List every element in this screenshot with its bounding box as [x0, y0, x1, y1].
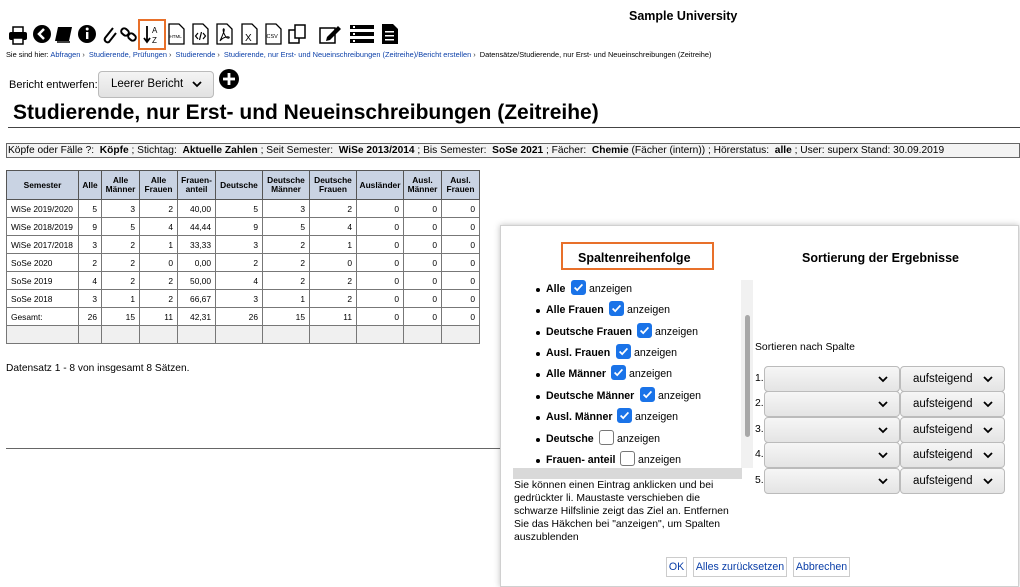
table-row — [7, 272, 480, 290]
table-cell: 0 — [442, 218, 480, 236]
show-label: anzeigen — [655, 326, 699, 338]
breadcrumb — [6, 50, 711, 59]
document-icon[interactable] — [380, 22, 400, 46]
table-row — [7, 308, 480, 326]
table-cell: 1 — [263, 290, 310, 308]
page-title: Studierende, nur Erst- und Neueinschreibungen (Zeitreihe) — [13, 101, 599, 124]
column-order-item-label: Deutsche Frauen — [546, 326, 632, 338]
table-cell: 50,00 — [178, 272, 216, 290]
bullet-icon — [536, 438, 540, 442]
table-cell: 11 — [140, 308, 178, 326]
sort-column-select[interactable] — [764, 442, 900, 468]
table-cell: 0 — [442, 290, 480, 308]
content-divider — [6, 448, 500, 449]
column-order-title: Spaltenreihenfolge — [578, 251, 691, 265]
chevron-right-icon: › — [169, 50, 172, 59]
show-column-checkbox[interactable] — [617, 408, 632, 423]
back-icon[interactable] — [32, 22, 52, 46]
show-label: anzeigen — [638, 454, 682, 466]
sort-order-value: aufsteigend — [913, 424, 973, 436]
table-cell: 4 — [310, 218, 357, 236]
table-cell: 26 — [216, 308, 263, 326]
report-design-label: Bericht entwerfen: — [9, 79, 98, 91]
sort-order-select[interactable] — [900, 468, 1005, 494]
copy-icon[interactable] — [287, 22, 307, 46]
column-header[interactable]: Alle Frauen — [140, 171, 178, 200]
table-cell: 11 — [310, 308, 357, 326]
row-label-cell: WiSe 2017/2018 — [7, 236, 79, 254]
bullet-icon — [536, 416, 540, 420]
table-cell: 15 — [102, 308, 140, 326]
table-cell: 42,31 — [178, 308, 216, 326]
table-cell: 0 — [404, 290, 442, 308]
column-order-item[interactable] — [513, 304, 743, 322]
sort-highlight — [138, 19, 166, 50]
column-order-list[interactable] — [513, 280, 753, 479]
column-order-item[interactable] — [513, 326, 743, 344]
info-icon[interactable] — [77, 22, 97, 46]
chevron-down-icon — [191, 78, 203, 90]
chevron-right-icon: › — [82, 50, 85, 59]
chevron-right-icon: › — [473, 50, 476, 59]
column-header[interactable]: Alle — [79, 171, 102, 200]
empty-cell — [216, 326, 263, 344]
csv-export-icon[interactable] — [263, 22, 283, 46]
table-cell: 2 — [263, 254, 310, 272]
bullet-icon — [536, 288, 540, 292]
breadcrumb-current: Datensätze/Studierende, nur Erst- und Neueinschreibungen (Zeitreihe) — [479, 50, 712, 59]
table-cell: 66,67 — [178, 290, 216, 308]
breadcrumb-item[interactable]: Studierende, nur Erst- und Neueinschreibungen (Zeitreihe)/Bericht erstellen — [223, 50, 472, 59]
attach-icon[interactable] — [99, 22, 119, 46]
chevron-down-icon — [982, 475, 994, 487]
chevron-down-icon — [877, 424, 889, 436]
table-cell: 5 — [79, 200, 102, 218]
sort-rank-label: 2. — [755, 398, 764, 409]
chevron-down-icon — [877, 373, 889, 385]
svg-text:X: X — [245, 33, 252, 44]
table-row — [7, 200, 480, 218]
table-cell: 0 — [357, 200, 404, 218]
chevron-down-icon — [877, 449, 889, 461]
table-cell: 2 — [140, 272, 178, 290]
row-label-cell: WiSe 2019/2020 — [7, 200, 79, 218]
show-column-checkbox[interactable] — [637, 323, 652, 338]
add-report-button[interactable] — [219, 69, 239, 89]
empty-cell — [404, 326, 442, 344]
show-column-checkbox[interactable] — [599, 430, 614, 445]
ok-button[interactable]: OK — [666, 557, 687, 577]
column-order-item-label: Alle — [546, 283, 566, 295]
title-divider — [8, 127, 1020, 128]
bullet-icon — [536, 352, 540, 356]
table-cell: 5 — [263, 218, 310, 236]
table-cell: 2 — [310, 272, 357, 290]
table-cell: 2 — [263, 236, 310, 254]
table-cell: 0 — [357, 272, 404, 290]
reorder-help-text: Sie können einen Eintrag anklicken und bei gedrückter li. Maustaste verschieben die schwarze Hilfslinie zeigt das Ziel an. Entfernen Sie das Häkchen bei "anzeigen", um Spalten auszublenden — [514, 480, 729, 543]
sort-order-value: aufsteigend — [913, 449, 973, 461]
table-cell: 44,44 — [178, 218, 216, 236]
bullet-icon — [536, 331, 540, 335]
sort-order-value: aufsteigend — [913, 398, 973, 410]
show-column-checkbox[interactable] — [609, 301, 624, 316]
column-order-item-label: Deutsche Männer — [546, 390, 635, 402]
table-cell: 3 — [79, 236, 102, 254]
column-order-item-label: Frauen- anteil — [546, 454, 616, 466]
table-cell: 0 — [442, 308, 480, 326]
row-label-cell: SoSe 2019 — [7, 272, 79, 290]
table-cell: 5 — [102, 218, 140, 236]
show-column-checkbox[interactable] — [571, 280, 586, 295]
column-order-item-label: Deutsche — [546, 433, 594, 445]
table-cell: 4 — [140, 218, 178, 236]
sort-order-select[interactable] — [900, 442, 1005, 468]
link-icon[interactable] — [119, 22, 139, 46]
bullet-icon — [536, 395, 540, 399]
report-template-select[interactable] — [98, 71, 214, 98]
table-cell: 0 — [404, 272, 442, 290]
chevron-right-icon: › — [217, 50, 220, 59]
sort-order-value: aufsteigend — [913, 475, 973, 487]
sort-rank-label: 5. — [755, 475, 764, 486]
layout-icon[interactable] — [349, 22, 375, 46]
show-label: anzeigen — [635, 411, 679, 423]
record-count: Datensatz 1 - 8 von insgesamt 8 Sätzen. — [6, 363, 190, 374]
table-cell: 3 — [79, 290, 102, 308]
chevron-down-icon — [982, 398, 994, 410]
sort-order-value: aufsteigend — [913, 373, 973, 385]
show-column-checkbox[interactable] — [611, 365, 626, 380]
table-cell: 2 — [216, 254, 263, 272]
column-header[interactable]: Deutsche — [216, 171, 263, 200]
cancel-button[interactable]: Abbrechen — [793, 557, 850, 577]
table-cell: 0 — [357, 218, 404, 236]
svg-text:A: A — [152, 26, 158, 35]
show-label: anzeigen — [617, 433, 661, 445]
table-cell: 0 — [442, 272, 480, 290]
empty-cell — [140, 326, 178, 344]
table-cell: 3 — [216, 236, 263, 254]
show-label: anzeigen — [658, 390, 702, 402]
show-column-checkbox[interactable] — [620, 451, 635, 466]
chevron-down-icon — [982, 449, 994, 461]
table-cell: 40,00 — [178, 200, 216, 218]
column-order-item-label: Ausl. Männer — [546, 411, 613, 423]
column-order-item-label: Ausl. Frauen — [546, 347, 611, 359]
html-export-icon[interactable] — [166, 22, 186, 46]
plus-icon — [219, 69, 239, 89]
sort-order-select[interactable] — [900, 417, 1005, 443]
column-header[interactable]: Semester — [7, 171, 79, 200]
university-name: Sample University — [629, 9, 738, 23]
table-cell: 4 — [79, 272, 102, 290]
empty-cell — [263, 326, 310, 344]
printer-icon[interactable] — [8, 22, 28, 46]
table-row — [7, 236, 480, 254]
table-cell: 9 — [216, 218, 263, 236]
column-order-item-label: Alle Männer — [546, 368, 607, 380]
table-row — [7, 254, 480, 272]
table-header-row — [7, 171, 480, 200]
row-label-cell: SoSe 2020 — [7, 254, 79, 272]
table-cell: 4 — [216, 272, 263, 290]
svg-text:Z: Z — [152, 36, 157, 45]
table-cell: 0 — [310, 254, 357, 272]
table-cell: 2 — [102, 254, 140, 272]
table-cell: 1 — [310, 236, 357, 254]
table-cell: 0,00 — [178, 254, 216, 272]
column-order-item-label: Alle Frauen — [546, 304, 604, 316]
table-cell: 1 — [140, 236, 178, 254]
empty-cell — [357, 326, 404, 344]
table-cell: 0 — [404, 308, 442, 326]
show-label: anzeigen — [589, 283, 633, 295]
column-header[interactable]: Deutsche Frauen — [310, 171, 357, 200]
table-cell: 0 — [357, 290, 404, 308]
list-horizontal-scrollbar[interactable] — [513, 468, 742, 479]
row-label-cell: WiSe 2018/2019 — [7, 218, 79, 236]
breadcrumb-item[interactable]: Studierende — [175, 50, 216, 59]
table-cell: 2 — [140, 200, 178, 218]
empty-row — [7, 326, 480, 344]
sort-by-column-label: Sortieren nach Spalte — [755, 342, 855, 353]
table-cell: 15 — [263, 308, 310, 326]
table-row — [7, 290, 480, 308]
sort-rank-label: 4. — [755, 449, 764, 460]
column-order-item[interactable] — [513, 347, 743, 365]
table-cell: 26 — [79, 308, 102, 326]
table-cell: 2 — [102, 272, 140, 290]
column-order-item[interactable] — [513, 411, 743, 429]
table-cell: 5 — [216, 200, 263, 218]
show-column-checkbox[interactable] — [616, 344, 631, 359]
table-cell: 3 — [216, 290, 263, 308]
table-cell: 0 — [442, 254, 480, 272]
report-template-value: Leerer Bericht — [111, 78, 184, 90]
bullet-icon — [536, 459, 540, 463]
excel-export-icon[interactable] — [239, 22, 259, 46]
table-cell: 0 — [357, 236, 404, 254]
breadcrumb-item[interactable]: Abfragen — [50, 50, 81, 59]
column-header[interactable]: Deutsche Männer — [263, 171, 310, 200]
chevron-down-icon — [982, 373, 994, 385]
reset-all-button[interactable]: Alles zurücksetzen — [693, 557, 787, 577]
table-cell: 0 — [442, 200, 480, 218]
table-cell: 2 — [140, 290, 178, 308]
empty-cell — [7, 326, 79, 344]
table-cell: 0 — [357, 308, 404, 326]
sort-column-select[interactable] — [764, 366, 900, 392]
column-header[interactable]: Alle Männer — [102, 171, 140, 200]
column-order-item[interactable] — [513, 368, 743, 386]
sort-column-select[interactable] — [764, 417, 900, 443]
sort-results-title: Sortierung der Ergebnisse — [802, 251, 959, 265]
table-cell: 1 — [102, 290, 140, 308]
table-cell: 0 — [404, 200, 442, 218]
chevron-down-icon — [982, 424, 994, 436]
table-cell: 0 — [140, 254, 178, 272]
table-cell: 0 — [404, 218, 442, 236]
sort-column-select[interactable] — [764, 468, 900, 494]
empty-cell — [79, 326, 102, 344]
show-label: anzeigen — [629, 368, 673, 380]
table-cell: 2 — [102, 236, 140, 254]
books-icon[interactable] — [54, 22, 74, 46]
table-cell: 0 — [442, 236, 480, 254]
column-header[interactable]: Frauen- anteil — [178, 171, 216, 200]
xml-export-icon[interactable] — [190, 22, 210, 46]
sort-column-select[interactable] — [764, 391, 900, 417]
sort-rank-label: 1. — [755, 373, 764, 384]
table-row — [7, 218, 480, 236]
pdf-export-icon[interactable] — [214, 22, 234, 46]
empty-cell — [102, 326, 140, 344]
column-header[interactable]: Ausl. Männer — [404, 171, 442, 200]
table-cell: 9 — [79, 218, 102, 236]
column-order-item[interactable] — [513, 390, 743, 408]
table-cell: 2 — [310, 290, 357, 308]
show-label: anzeigen — [634, 347, 678, 359]
sort-order-select[interactable] — [900, 366, 1005, 392]
column-order-item[interactable] — [513, 433, 743, 451]
table-cell: 2 — [79, 254, 102, 272]
table-cell: 0 — [404, 236, 442, 254]
empty-cell — [310, 326, 357, 344]
row-label-cell: SoSe 2018 — [7, 290, 79, 308]
table-cell: 33,33 — [178, 236, 216, 254]
empty-cell — [442, 326, 480, 344]
show-column-checkbox[interactable] — [640, 387, 655, 402]
row-label-cell: Gesamt: — [7, 308, 79, 326]
bullet-icon — [536, 373, 540, 377]
table-cell: 3 — [102, 200, 140, 218]
breadcrumb-item[interactable]: Studierende, Prüfungen — [88, 50, 167, 59]
table-cell: 2 — [263, 272, 310, 290]
svg-text:CSV: CSV — [266, 34, 278, 40]
edit-icon[interactable] — [318, 22, 342, 46]
chevron-down-icon — [877, 475, 889, 487]
list-scrollbar-thumb[interactable] — [745, 315, 750, 437]
show-label: anzeigen — [627, 304, 671, 316]
results-table — [6, 170, 480, 344]
empty-cell — [178, 326, 216, 344]
table-cell: 0 — [357, 254, 404, 272]
svg-text:HTML: HTML — [169, 34, 182, 39]
table-cell: 3 — [263, 200, 310, 218]
chevron-down-icon — [877, 398, 889, 410]
sort-order-select[interactable] — [900, 391, 1005, 417]
column-header[interactable]: Ausländer — [357, 171, 404, 200]
column-order-item[interactable] — [513, 283, 743, 301]
filter-summary: Köpfe oder Fälle ?: Köpfe ; Stichtag: Aktuelle Zahlen ; Seit Semester: WiSe 2013/2014 ; Bis Semester: SoSe 2021 ; Fächer: Chemie (Fächer (intern)) ; Hörerstatus: alle ; User: superx Stand: 30.09.2019 — [6, 143, 1020, 158]
column-header[interactable]: Ausl. Frauen — [442, 171, 480, 200]
breadcrumb-prefix: Sie sind hier: — [6, 50, 49, 59]
bullet-icon — [536, 309, 540, 313]
table-cell: 2 — [310, 200, 357, 218]
table-cell: 0 — [404, 254, 442, 272]
sort-rank-label: 3. — [755, 424, 764, 435]
